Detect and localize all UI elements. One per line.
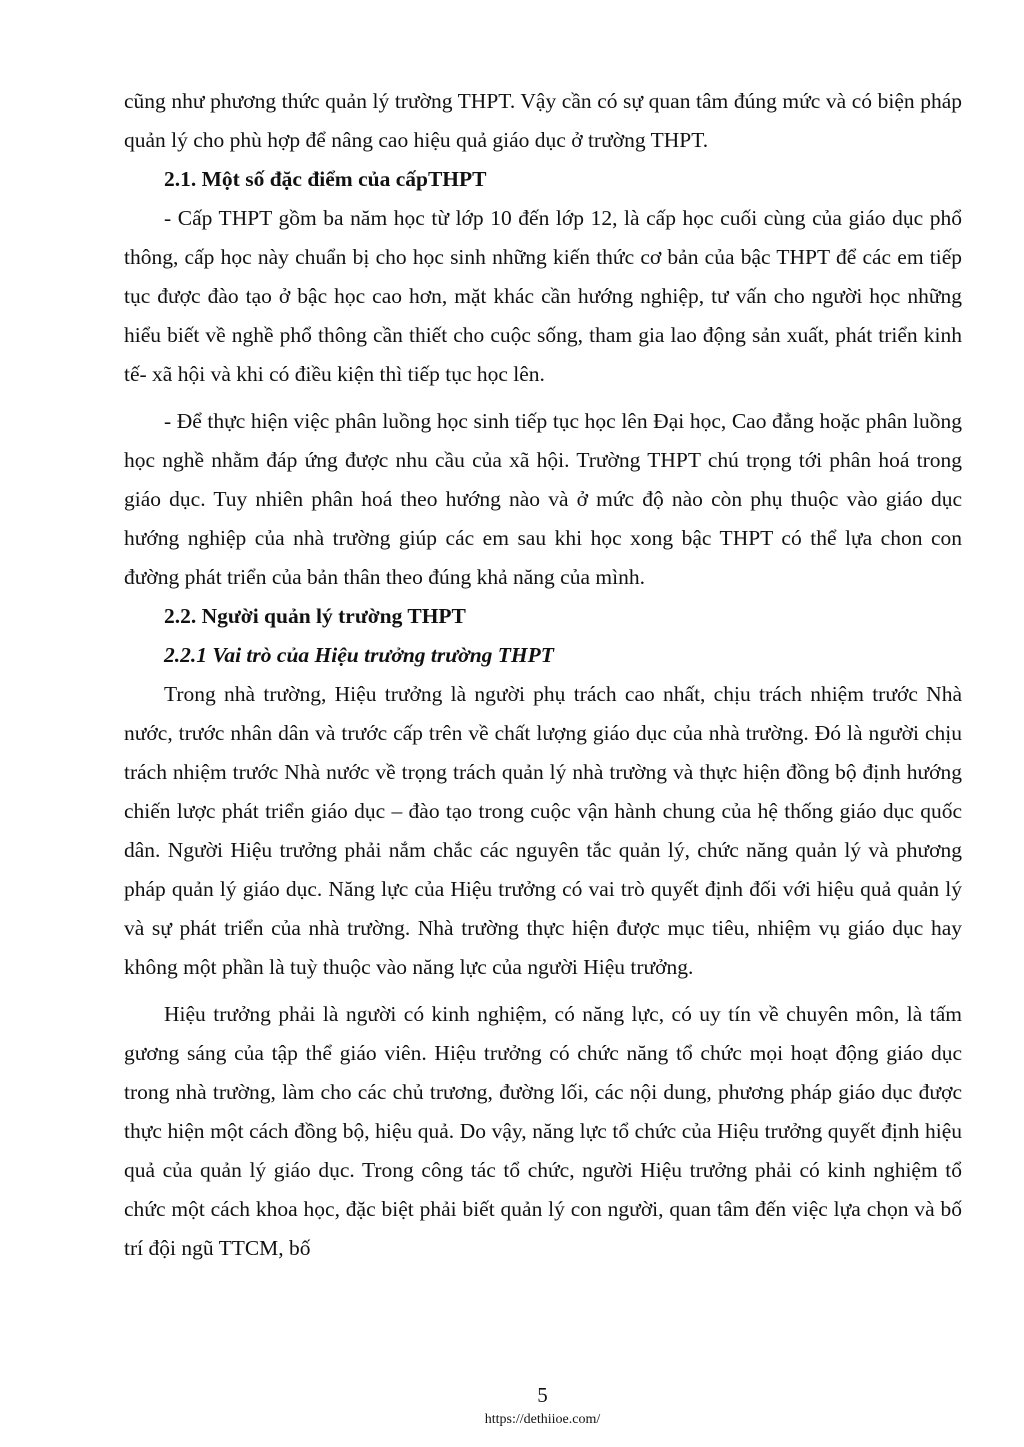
paragraph-cap-thpt: - Cấp THPT gồm ba năm học từ lớp 10 đến lớp 12, là cấp học cuối cùng của giáo dục phổ thông, cấp học này chuẩn bị cho học sinh những kiến thức cơ bản của bậc THPT để các em tiếp tục được đào tạo ở bậc học cao hơn, mặt khác cần hướng nghiệp, tư vấn cho người học những hiểu biết về nghề phổ thông cần thiết cho cuộc sống, tham gia lao động sản xuất, phát triển kinh tế- xã hội và khi có điều kiện thì tiếp tục học lên. bbox=[124, 206, 962, 386]
page-number: 5 bbox=[537, 1383, 548, 1407]
heading-2-2-1: 2.2.1 Vai trò của Hiệu trưởng trường THPT bbox=[164, 643, 554, 667]
paragraph-vai-tro: Trong nhà trường, Hiệu trưởng là người phụ trách cao nhất, chịu trách nhiệm trước Nhà nước, trước nhân dân và trước cấp trên về chất lượng giáo dục của nhà trường. Đó là người chịu trách nhiệm trước Nhà nước về trọng trách quản lý nhà trường và thực hiện đồng bộ định hướng chiến lược phát triển giáo dục – đào tạo trong cuộc vận hành chung của hệ thống giáo dục quốc dân. Người Hiệu trưởng phải nắm chắc các nguyên tắc quản lý, chức năng quản lý và phương pháp quản lý giáo dục. Năng lực của Hiệu trưởng có vai trò quyết định đối với hiệu quả quản lý và sự phát triển của nhà trường. Nhà trường thực hiện được mục tiêu, nhiệm vụ giáo dục hay không một phần là tuỳ thuộc vào năng lực của người Hiệu trưởng. bbox=[124, 682, 962, 979]
heading-2-1: 2.1. Một số đặc điểm của cấpTHPT bbox=[164, 167, 487, 191]
heading-2-2: 2.2. Người quản lý trường THPT bbox=[164, 604, 466, 628]
paragraph-phan-luong: - Để thực hiện việc phân luồng học sinh tiếp tục học lên Đại học, Cao đẳng hoặc phân luồng học nghề nhằm đáp ứng được nhu cầu của xã hội. Trường THPT chú trọng tới phân hoá trong giáo dục. Tuy nhiên phân hoá theo hướng nào và ở mức độ nào còn phụ thuộc vào giáo dục hướng nghiệp của nhà trường giúp các em sau khi học xong bậc THPT có thể lựa chon con đường phát triển của bản thân theo đúng khả năng của mình. bbox=[124, 409, 962, 589]
paragraph-hieu-truong: Hiệu trưởng phải là người có kinh nghiệm, có năng lực, có uy tín về chuyên môn, là tấm gương sáng của tập thể giáo viên. Hiệu trưởng có chức năng tổ chức mọi hoạt động giáo dục trong nhà trường, làm cho các chủ trương, đường lối, các nội dung, phương pháp giáo dục được thực hiện một cách đồng bộ, hiệu quả. Do vậy, năng lực tổ chức của Hiệu trưởng quyết định hiệu quả của quản lý giáo dục. Trong công tác tổ chức, người Hiệu trưởng phải có kinh nghiệm tổ chức một cách khoa học, đặc biệt phải biết quản lý con người, quan tâm đến việc lựa chọn và bố trí đội ngũ TTCM, bố bbox=[124, 1002, 962, 1260]
document-body bbox=[124, 82, 962, 1268]
paragraph-intro: cũng như phương thức quản lý trường THPT. Vậy cần có sự quan tâm đúng mức và có biện pháp quản lý cho phù hợp để nâng cao hiệu quả giáo dục ở trường THPT. bbox=[124, 89, 962, 152]
footer-url[interactable]: https://dethiioe.com/ bbox=[484, 1412, 601, 1427]
